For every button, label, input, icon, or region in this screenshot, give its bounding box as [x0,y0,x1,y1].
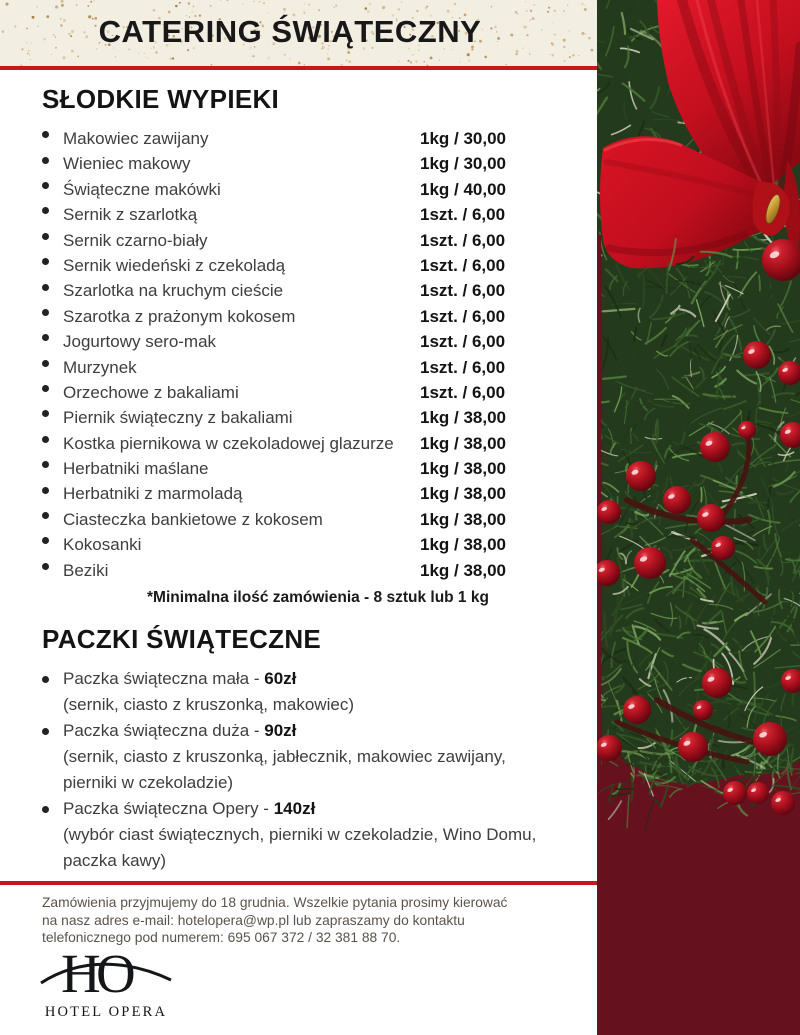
package-item-row [42,718,547,796]
item-name: Sernik wiedeński z czekoladą [63,255,286,275]
header-divider-line [0,66,598,70]
menu-item-row [42,329,542,354]
bullet-icon [42,537,49,544]
item-price: 1szt. / 6,00 [420,205,506,225]
package-name: Paczka świąteczna mała - [63,669,265,688]
menu-item-row [42,278,542,303]
item-name: Makowiec zawijany [63,129,209,148]
footer-line: na nasz adres e-mail: hotelopera@wp.pl lub zapraszamy do kontaktu [42,912,465,928]
item-price: 1szt. / 6,00 [420,230,506,250]
bullet-icon [42,436,49,443]
item-price: 1kg / 30,00 [420,154,507,174]
footer-note [42,894,507,947]
packages-list [42,666,547,874]
item-name: Wieniec makowy [63,154,191,174]
menu-item-row [42,507,542,532]
item-name: Kostka piernikowa w czekoladowej glazurze [63,433,394,453]
footer-line: telefonicznego pod numerem: 695 067 372 / 32 381 88 70. [42,930,401,946]
item-name: Murzynek [63,357,137,377]
packages-section-title: PACZKI ŚWIĄTECZNE [42,624,322,654]
svg-text:H: H [61,944,101,1002]
menu-item-row [42,405,542,430]
sweets-list [42,126,542,583]
hotel-logo [40,944,172,1021]
item-price: 1kg / 38,00 [420,484,507,504]
page-title: CATERING ŚWIĄTECZNY [98,14,482,49]
item-name: Szarlotka na kruchym cieście [63,281,284,301]
menu-item-row [42,355,542,380]
bullet-icon [42,309,49,316]
menu-item-row [42,177,542,202]
package-description: (sernik, ciasto z kruszonką, makowiec) [63,695,354,714]
bullet-icon [42,728,49,735]
bullet-icon [42,157,49,164]
footer-divider-line [0,881,601,885]
item-name: Szarotka z prażonym kokosem [63,306,296,326]
bullet-icon [42,512,49,519]
package-name: Paczka świąteczna duża - [63,721,265,740]
menu-item-row [42,380,542,405]
item-price: 1kg / 38,00 [420,535,507,555]
menu-item-row [42,304,542,329]
item-price: 1szt. / 6,00 [420,332,506,352]
menu-item-row [42,228,542,253]
item-price: 1kg / 30,00 [420,129,507,148]
bullet-icon [42,360,49,367]
package-name: Paczka świąteczna Opery - [63,799,274,818]
bullet-icon [42,806,49,813]
menu-item-row [42,431,542,456]
bullet-icon [42,131,49,138]
item-price: 1szt. / 6,00 [420,382,506,402]
item-name: Orzechowe z bakaliami [63,382,239,402]
package-price: 140zł [273,799,316,818]
package-item-row [42,796,547,874]
maroon-foreground [597,762,800,1035]
bullet-icon [42,563,49,570]
package-body [63,666,547,718]
menu-item-row [42,558,542,583]
package-body [63,796,547,874]
package-price: 90zł [264,721,297,740]
logo-text: HOTEL OPERA [44,1004,168,1020]
item-name: Ciasteczka bankietowe z kokosem [63,509,323,529]
package-description: (wybór ciast świątecznych, pierniki w czekoladzie, Wino Domu, paczka kawy) [63,825,537,870]
menu-item-row [42,253,542,278]
bullet-icon [42,182,49,189]
menu-item-row [42,532,542,557]
svg-text:O: O [96,944,136,1002]
bullet-icon [42,676,49,683]
bullet-icon [42,410,49,417]
item-name: Sernik z szarlotką [63,205,198,225]
bullet-icon [42,207,49,214]
item-price: 1kg / 38,00 [420,433,507,453]
bullet-icon [42,385,49,392]
item-price: 1szt. / 6,00 [420,306,506,326]
item-price: 1szt. / 6,00 [420,255,506,275]
menu-item-row [42,456,542,481]
item-name: Herbatniki z marmoladą [63,484,243,504]
bullet-icon [42,334,49,341]
sweets-section-title: SŁODKIE WYPIEKI [42,84,280,114]
menu-item-row [42,126,542,151]
item-name: Piernik świąteczny z bakaliami [63,408,293,428]
bullet-icon [42,258,49,265]
package-price: 60zł [264,669,297,688]
christmas-wreath-photo [597,0,800,1035]
item-name: Kokosanki [63,535,142,555]
package-description: (sernik, ciasto z kruszonką, jabłecznik, makowiec zawijany, pierniki w czekoladzie) [63,747,506,792]
min-order-note: *Minimalna ilość zamówienia - 8 sztuk lub 1 kg [147,589,489,606]
bullet-icon [42,284,49,291]
item-price: 1kg / 38,00 [420,408,507,428]
footer-line: Zamówienia przyjmujemy do 18 grudnia. Wszelkie pytania prosimy kierować [42,895,508,910]
item-price: 1szt. / 6,00 [420,357,506,377]
item-name: Beziki [63,560,109,580]
item-name: Herbatniki maślane [63,459,209,479]
item-price: 1kg / 38,00 [420,560,507,580]
item-price: 1kg / 38,00 [420,509,507,529]
item-name: Jogurtowy sero-mak [63,332,217,352]
item-name: Sernik czarno-biały [63,230,208,250]
menu-item-row [42,202,542,227]
item-name: Świąteczne makówki [63,179,221,199]
hotel-opera-monogram-icon [40,944,172,1002]
item-price: 1kg / 38,00 [420,459,507,479]
item-price: 1kg / 40,00 [420,179,507,199]
bullet-icon [42,487,49,494]
item-price: 1szt. / 6,00 [420,281,506,301]
menu-item-row [42,151,542,176]
bullet-icon [42,461,49,468]
bullet-icon [42,233,49,240]
package-item-row [42,666,547,718]
package-body [63,718,547,796]
menu-item-row [42,481,542,506]
